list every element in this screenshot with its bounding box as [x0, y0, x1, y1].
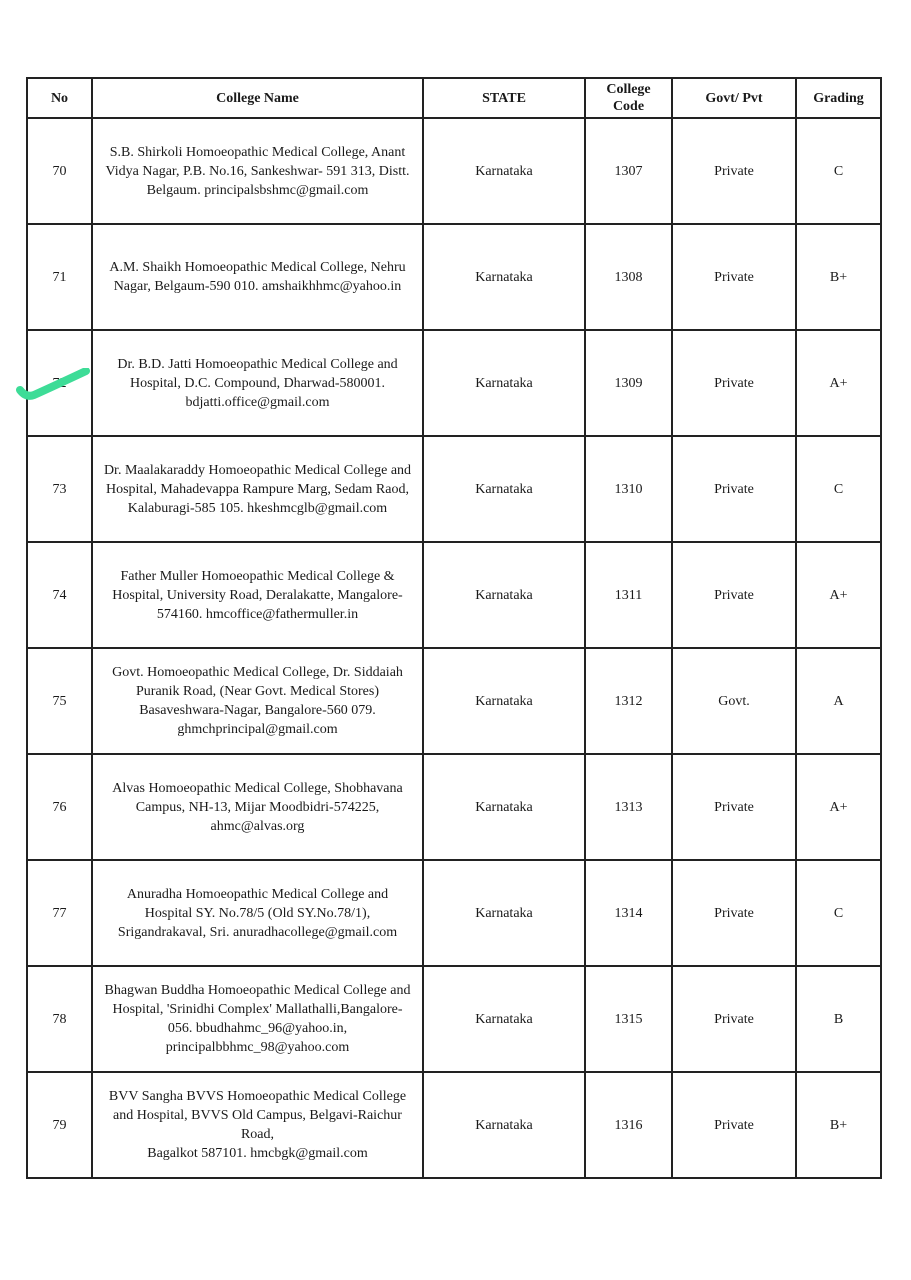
college-name-text: S.B. Shirkoli Homoeopathic Medical College, Anant Vidya Nagar, P.B. No.16, Sankeshwar- 591 313, Distt. Belgaum. principalsbshmc@gmail.com [105, 144, 410, 198]
cell-state: Karnataka [423, 1072, 585, 1178]
cell-college-name [92, 224, 423, 330]
table-body [27, 118, 881, 1178]
cell-college-code: 1308 [585, 224, 672, 330]
header-state: STATE [423, 78, 585, 118]
table-row [27, 648, 881, 754]
cell-college-code: 1313 [585, 754, 672, 860]
cell-govt-pvt: Private [672, 1072, 796, 1178]
college-name-text: Anuradha Homoeopathic Medical College and Hospital SY. No.78/5 (Old SY.No.78/1), Srigandrakaval, Sri. anuradhacollege@gmail.com [117, 886, 398, 940]
table-row [27, 542, 881, 648]
cell-no: 74 [27, 542, 92, 648]
header-no: No [27, 78, 92, 118]
cell-grading: B+ [796, 1072, 881, 1178]
cell-state: Karnataka [423, 648, 585, 754]
cell-college-code: 1311 [585, 542, 672, 648]
cell-govt-pvt: Govt. [672, 648, 796, 754]
cell-college-code: 1314 [585, 860, 672, 966]
cell-state: Karnataka [423, 860, 585, 966]
header-grading: Grading [796, 78, 881, 118]
cell-state: Karnataka [423, 330, 585, 436]
college-name-text: A.M. Shaikh Homoeopathic Medical College, Nehru Nagar, Belgaum-590 010. amshaikhhmc@yahoo.in [109, 260, 406, 294]
cell-college-code: 1307 [585, 118, 672, 224]
cell-grading: A+ [796, 754, 881, 860]
cell-state: Karnataka [423, 966, 585, 1072]
cell-college-name [92, 1072, 423, 1178]
cell-no: 71 [27, 224, 92, 330]
cell-college-name [92, 754, 423, 860]
table-row [27, 224, 881, 330]
cell-state: Karnataka [423, 436, 585, 542]
cell-grading: A+ [796, 330, 881, 436]
cell-no: 72 [27, 330, 92, 436]
college-name-text: Dr. Maalakaraddy Homoeopathic Medical College and Hospital, Mahadevappa Rampure Marg, Sedam Raod, Kalaburagi-585 105. hkeshmcglb@gmail.com [103, 462, 412, 516]
cell-grading: B+ [796, 224, 881, 330]
cell-no: 75 [27, 648, 92, 754]
cell-govt-pvt: Private [672, 966, 796, 1072]
table-row [27, 118, 881, 224]
cell-college-code: 1310 [585, 436, 672, 542]
college-table [26, 77, 882, 1179]
cell-college-name [92, 648, 423, 754]
cell-college-name [92, 966, 423, 1072]
cell-state: Karnataka [423, 754, 585, 860]
cell-no: 77 [27, 860, 92, 966]
college-name-text: Father Muller Homoeopathic Medical College & Hospital, University Road, Deralakatte, Mangalore- 574160. hmcoffice@fathermuller.in [112, 568, 403, 622]
cell-no: 73 [27, 436, 92, 542]
cell-college-code: 1316 [585, 1072, 672, 1178]
table-header-row [27, 78, 881, 118]
table-row [27, 436, 881, 542]
cell-college-name [92, 118, 423, 224]
cell-college-code: 1315 [585, 966, 672, 1072]
cell-no: 79 [27, 1072, 92, 1178]
cell-govt-pvt: Private [672, 542, 796, 648]
college-name-text: Govt. Homoeopathic Medical College, Dr. Siddaiah Puranik Road, (Near Govt. Medical Stores) Basaveshwara-Nagar, Bangalore-560 079. ghmchprincipal@gmail.com [112, 665, 403, 737]
cell-govt-pvt: Private [672, 224, 796, 330]
cell-grading: C [796, 118, 881, 224]
cell-grading: B [796, 966, 881, 1072]
cell-college-code: 1312 [585, 648, 672, 754]
cell-grading: A+ [796, 542, 881, 648]
header-college-code: College Code [585, 78, 672, 118]
cell-govt-pvt: Private [672, 330, 796, 436]
college-name-text: Bhagwan Buddha Homoeopathic Medical College and Hospital, 'Srinidhi Complex' Mallathalli,Bangalore- 056. bbudhahmc_96@yahoo.in, principalbbhmc_98@yahoo.com [104, 983, 411, 1055]
cell-grading: A [796, 648, 881, 754]
cell-govt-pvt: Private [672, 436, 796, 542]
cell-state: Karnataka [423, 542, 585, 648]
header-college-name: College Name [92, 78, 423, 118]
cell-no: 76 [27, 754, 92, 860]
cell-college-name [92, 330, 423, 436]
cell-govt-pvt: Private [672, 754, 796, 860]
table-row [27, 966, 881, 1072]
cell-college-name [92, 436, 423, 542]
table-row [27, 754, 881, 860]
cell-state: Karnataka [423, 224, 585, 330]
cell-college-code: 1309 [585, 330, 672, 436]
cell-govt-pvt: Private [672, 118, 796, 224]
cell-no: 70 [27, 118, 92, 224]
college-name-text: Alvas Homoeopathic Medical College, Shobhavana Campus, NH-13, Mijar Moodbidri-574225, ahmc@alvas.org [112, 780, 403, 834]
cell-grading: C [796, 860, 881, 966]
cell-college-name [92, 860, 423, 966]
table-row [27, 330, 881, 436]
cell-govt-pvt: Private [672, 860, 796, 966]
cell-state: Karnataka [423, 118, 585, 224]
cell-no: 78 [27, 966, 92, 1072]
college-name-text: Dr. B.D. Jatti Homoeopathic Medical College and Hospital, D.C. Compound, Dharwad-580001. bdjatti.office@gmail.com [117, 356, 398, 410]
cell-college-name [92, 542, 423, 648]
table-row [27, 860, 881, 966]
header-govt-pvt: Govt/ Pvt [672, 78, 796, 118]
table-row [27, 1072, 881, 1178]
cell-grading: C [796, 436, 881, 542]
college-name-text: BVV Sangha BVVS Homoeopathic Medical College and Hospital, BVVS Old Campus, Belgavi-Raichur Road, Bagalkot 587101. hmcbgk@gmail.com [108, 1089, 407, 1161]
